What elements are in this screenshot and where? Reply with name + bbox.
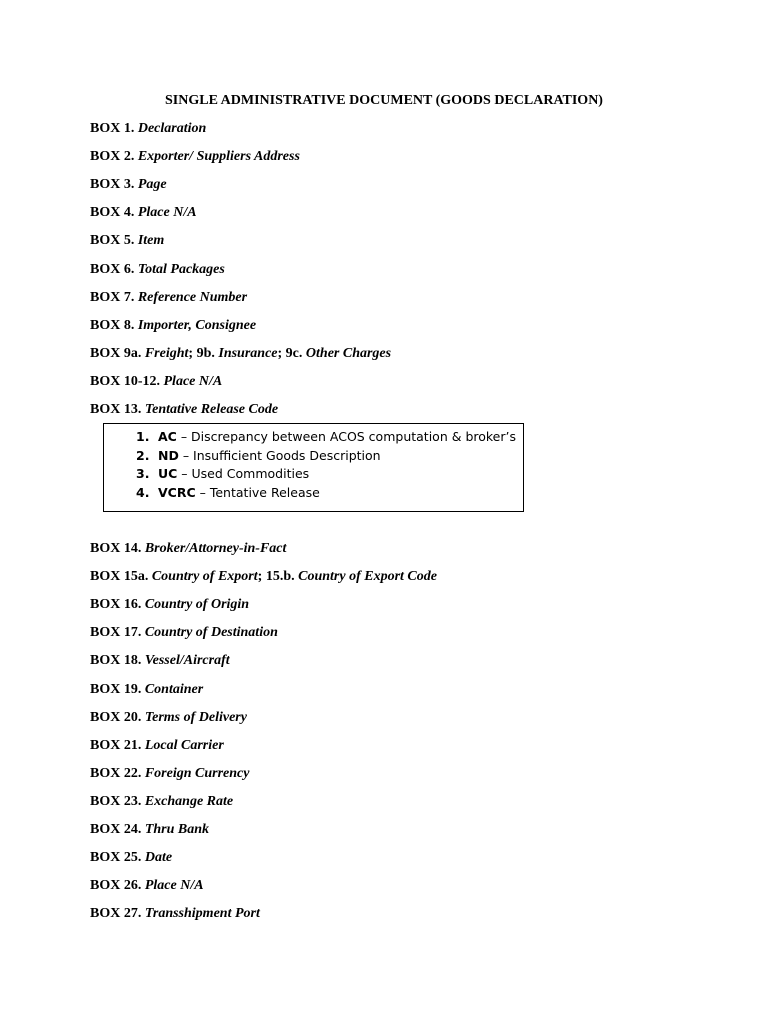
release-code-number: 1. [136, 429, 150, 444]
box-field-name: Thru Bank [144, 822, 210, 837]
box-label: BOX 19. [90, 681, 145, 697]
box-label: BOX 10-12. [90, 373, 164, 389]
box-label: ; 15.b. [257, 569, 299, 585]
box-field-name: Insurance [218, 345, 278, 361]
box-line [90, 540, 286, 558]
box-label: BOX 25. [90, 850, 145, 866]
release-code: AC [158, 429, 177, 444]
box-field-name: Terms of Delivery [144, 709, 247, 725]
release-code-item [136, 429, 516, 445]
box-line [90, 793, 233, 811]
box-field-name: Country of Export [151, 569, 258, 585]
box-line [90, 568, 437, 586]
box-line [90, 261, 225, 279]
box-field-name: Exchange Rate [144, 793, 234, 809]
box-line [90, 204, 197, 222]
box-label: BOX 1. [90, 121, 138, 136]
box-line [90, 401, 278, 419]
release-code-item [136, 448, 381, 464]
box-field-name: Place N/A [163, 373, 223, 389]
box-field-name: Tentative Release Code [144, 402, 279, 417]
box-label: BOX 2. [90, 149, 138, 165]
box-field-name: Container [144, 681, 204, 697]
release-code-description: – Used Commodities [177, 466, 310, 481]
box-label: BOX 13. [90, 402, 145, 417]
release-code-description: – Insufficient Goods Description [178, 447, 381, 463]
box-field-name: Date [144, 850, 173, 866]
release-code-item [136, 466, 309, 482]
box-label: BOX 14. [90, 541, 145, 556]
box-line [90, 596, 249, 614]
release-code: UC [158, 466, 178, 481]
box-label: BOX 27. [90, 906, 145, 922]
box-field-name: Item [137, 233, 165, 249]
release-code: ND [158, 447, 179, 463]
box-field-name: Place N/A [144, 878, 204, 894]
box-field-name: Freight [144, 345, 189, 361]
release-code-number: 2. [136, 447, 150, 463]
box-line [90, 652, 230, 670]
box-label: BOX 20. [90, 709, 145, 725]
box-field-name: Page [137, 177, 167, 193]
box-label: BOX 24. [90, 822, 145, 837]
release-code-item [136, 485, 320, 501]
box-field-name: Vessel/Aircraft [144, 653, 230, 669]
box-label: BOX 5. [90, 233, 138, 249]
box-line [90, 345, 391, 363]
box-field-name: Other Charges [305, 345, 392, 361]
box-field-name: Transshipment Port [144, 906, 260, 922]
box-field-name: Reference Number [137, 289, 248, 305]
release-code-number: 3. [136, 466, 150, 481]
box-field-name: Country of Origin [144, 597, 250, 613]
box-line [90, 232, 164, 250]
box-label: BOX 23. [90, 793, 145, 809]
box-label: BOX 7. [90, 289, 138, 305]
box-field-name: Importer, Consignee [137, 317, 257, 333]
box-field-name: Declaration [137, 121, 207, 136]
box-line [90, 709, 247, 727]
box-line [90, 373, 222, 391]
box-line [90, 120, 206, 138]
box-field-name: Country of Export Code [298, 569, 437, 585]
release-code: VCRC [158, 484, 196, 500]
release-code-box [103, 423, 524, 512]
box-line [90, 821, 209, 839]
box-label: BOX 8. [90, 317, 138, 333]
box-label: BOX 16. [90, 597, 145, 613]
box-line [90, 148, 300, 166]
box-line [90, 905, 260, 923]
box-line [90, 624, 278, 642]
box-label: BOX 9a. [90, 345, 145, 361]
box-label: BOX 3. [90, 177, 138, 193]
box-label: BOX 4. [90, 205, 138, 221]
box-line [90, 877, 204, 895]
box-field-name: Exporter/ Suppliers Address [137, 149, 300, 165]
box-field-name: Broker/Attorney-in-Fact [144, 541, 287, 556]
box-line [90, 681, 203, 699]
box-field-name: Local Carrier [144, 737, 224, 753]
box-field-name: Total Packages [137, 261, 225, 277]
box-field-name: Country of Destination [144, 625, 278, 641]
box-label: BOX 22. [90, 765, 145, 781]
box-line [90, 765, 249, 783]
box-label: ; 9b. [188, 345, 219, 361]
box-label: ; 9c. [277, 345, 306, 361]
box-field-name: Foreign Currency [144, 765, 250, 781]
box-line [90, 289, 247, 307]
box-line [90, 737, 224, 755]
box-line [90, 849, 172, 867]
box-line [90, 317, 256, 335]
box-label: BOX 21. [90, 737, 145, 753]
box-line [90, 176, 167, 194]
release-code-description: – Tentative Release [195, 484, 320, 500]
box-label: BOX 15a. [90, 569, 152, 585]
box-field-name: Place N/A [137, 205, 197, 221]
document-title: SINGLE ADMINISTRATIVE DOCUMENT (GOODS DECLARATION) [165, 93, 603, 108]
release-code-number: 4. [136, 484, 150, 500]
box-label: BOX 18. [90, 653, 145, 669]
box-label: BOX 6. [90, 261, 138, 277]
box-label: BOX 17. [90, 625, 145, 641]
release-code-description: – Discrepancy between ACOS computation & broker’s [176, 429, 516, 444]
box-label: BOX 26. [90, 878, 145, 894]
